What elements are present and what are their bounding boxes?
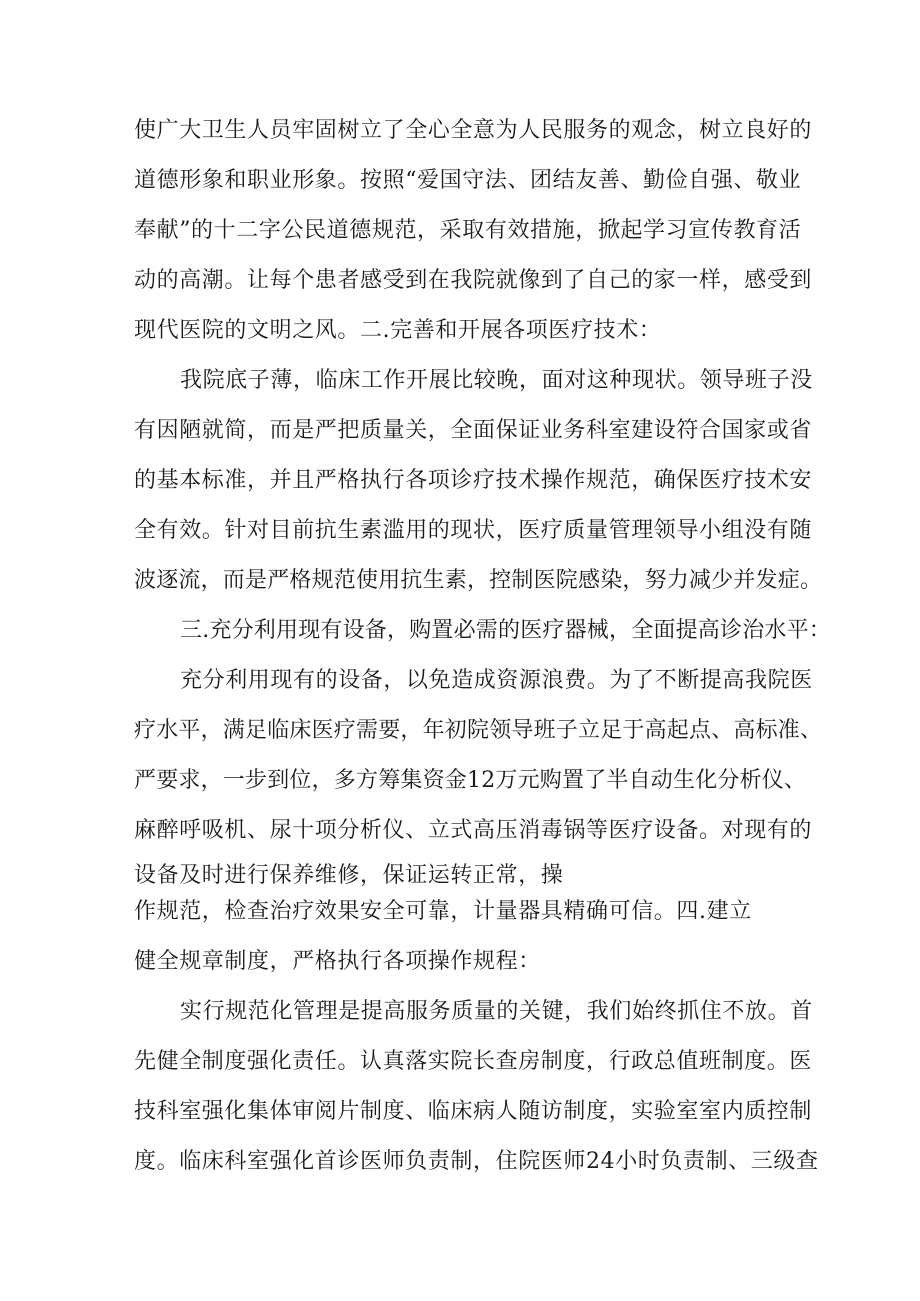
paragraph-first-line: 实行规范化管理是提高服务质量的关键，我们始终抓住不放。首 [180,999,813,1024]
text-line: 的基本标准，并且严格执行各项诊疗技术操作规范，确保医疗技术安 [134,468,813,493]
text-line: 麻醉呼吸机、尿十项分析仪、立式高压消毒锅等医疗设备。对现有的 [134,818,813,843]
section-heading: 三.充分利用现有设备，购置必需的医疗器械，全面提高诊治水平： [180,618,831,643]
text-line: 疗水平，满足临床医疗需要，年初院领导班子立足于高起点、高标准、 [134,718,823,743]
text-line: 健全规章制度，严格执行各项操作规程： [134,949,541,974]
text-line: 使广大卫生人员牢固树立了全心全意为人民服务的观念，树立良好的 [134,118,813,143]
text-line: 现代医院的文明之风。二.完善和开展各项医疗技术： [134,318,662,343]
paragraph-first-line: 充分利用现有的设备，以免造成资源浪费。为了不断提高我院医 [180,668,813,693]
paragraph-first-line: 我院底子薄，临床工作开展比较晚，面对这种现状。领导班子没 [180,368,813,393]
text-line: 有因陋就简，而是严把质量关，全面保证业务科室建设符合国家或省 [134,418,813,443]
text-line: 设备及时进行保养维修，保证运转正常，操 [134,863,564,888]
text-line: 作规范，检查治疗效果安全可靠，计量器具精确可信。四.建立 [134,899,752,924]
text-line: 波逐流，而是严格规范使用抗生素，控制医院感染，努力减少并发症。 [134,568,823,593]
text-line: 全有效。针对目前抗生素滥用的现状，医疗质量管理领导小组没有随 [134,518,813,543]
text-line: 奉献”的十二字公民道德规范，采取有效措施，掀起学习宣传教育活 [134,218,802,243]
text-line: 动的高潮。让每个患者感受到在我院就像到了自己的家一样，感受到 [134,268,813,293]
text-line: 严要求，一步到位，多方筹集资金12万元购置了半自动生化分析仪、 [134,768,807,793]
text-line: 道德形象和职业形象。按照“爱国守法、团结友善、勤俭自强、敬业 [134,168,802,193]
text-line: 度。临床科室强化首诊医师负责制，住院医师24小时负责制、三级查 [134,1149,819,1174]
text-line: 技科室强化集体审阅片制度、临床病人随访制度，实验室室内质控制 [134,1099,813,1124]
text-line: 先健全制度强化责任。认真落实院长查房制度，行政总值班制度。医 [134,1049,813,1074]
